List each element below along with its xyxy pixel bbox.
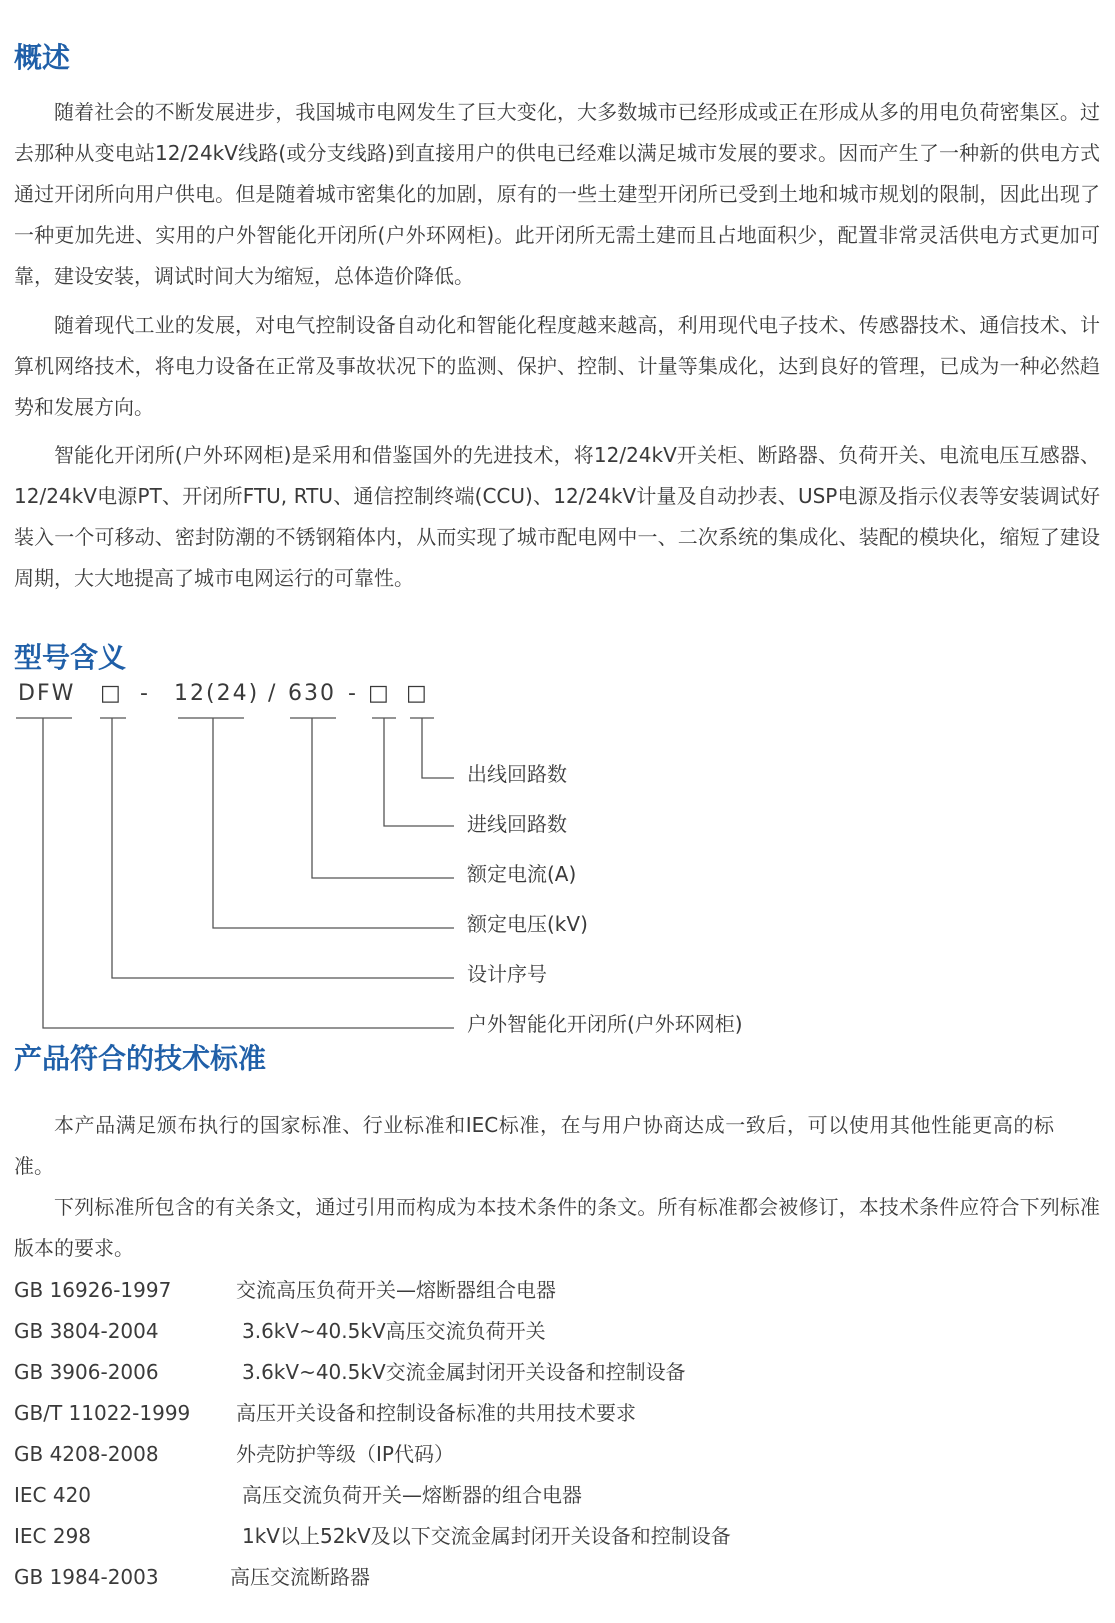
standard-name: 3.6kV~40.5kV交流金属封闭开关设备和控制设备	[242, 1360, 686, 1384]
code-prefix: DFW	[18, 681, 76, 706]
standard-name: 高压交流断路器	[230, 1565, 370, 1589]
standard-name: 3.6kV~40.5kV高压交流负荷开关	[242, 1319, 546, 1343]
code-dash: -	[348, 681, 358, 706]
code-voltage: 12(24)	[174, 681, 260, 706]
standard-name: 外壳防护等级（IP代码）	[236, 1442, 454, 1466]
overview-heading: 概述	[14, 41, 71, 74]
standard-code: GB 16926-1997	[14, 1278, 172, 1302]
standard-name: 高压开关设备和控制设备标准的共用技术要求	[236, 1401, 636, 1425]
code-box-design: □	[100, 681, 123, 706]
code-dash: -	[140, 681, 150, 706]
standard-code: GB 4208-2008	[14, 1442, 159, 1466]
overview-paragraph: 智能化开闭所(户外环网柜)是采用和借鉴国外的先进技术，将12/24kV开关柜、断路器、负荷开关、电流电压互感器、12/24kV电源PT、开闭所FTU, RTU、通信控制终端(CCU)、12/24kV计量及自动抄表、USP电源及指示仪表等安装调试好装入一个可移动、密封防潮的不锈钢箱体内，从而实现了城市配电网中一、二次系统的集成化、装配的模块化，缩短了建设周期，大大地提高了城市电网运行的可靠性。	[14, 443, 1100, 590]
meaning-rated-current: 额定电流(A)	[467, 862, 577, 886]
standards-intro: 下列标准所包含的有关条文，通过引用而构成为本技术条件的条文。所有标准都会被修订，本技术条件应符合下列标准版本的要求。	[14, 1195, 1100, 1260]
model-heading: 型号含义	[14, 641, 127, 674]
standard-code: GB/T 11022-1999	[14, 1401, 191, 1425]
overview-paragraph: 随着现代工业的发展，对电气控制设备自动化和智能化程度越来越高，利用现代电子技术、传感器技术、通信技术、计算机网络技术，将电力设备在正常及事故状况下的监测、保护、控制、计量等集成化，达到良好的管理，已成为一种必然趋势和发展方向。	[14, 313, 1100, 419]
meaning-outgoing-loops: 出线回路数	[467, 762, 567, 786]
meaning-product-name: 户外智能化开闭所(户外环网柜)	[467, 1012, 743, 1036]
meaning-incoming-loops: 进线回路数	[467, 812, 567, 836]
standard-code: IEC 420	[14, 1483, 92, 1507]
standard-code: GB 3804-2004	[14, 1319, 159, 1343]
standard-code: GB 3906-2006	[14, 1360, 159, 1384]
code-box-outgoing: □	[406, 681, 429, 706]
code-slash: /	[268, 681, 278, 706]
meaning-rated-voltage: 额定电压(kV)	[467, 912, 588, 936]
standard-code: GB 1984-2003	[14, 1565, 159, 1589]
standard-name: 交流高压负荷开关—熔断器组合电器	[236, 1278, 556, 1302]
standard-code: IEC 298	[14, 1524, 92, 1548]
meaning-design-serial: 设计序号	[467, 962, 547, 986]
code-current: 630	[288, 681, 336, 706]
standards-heading: 产品符合的技术标准	[14, 1042, 267, 1075]
standard-name: 1kV以上52kV及以下交流金属封闭开关设备和控制设备	[242, 1524, 731, 1548]
standard-name: 高压交流负荷开关—熔断器的组合电器	[242, 1483, 582, 1507]
code-box-incoming: □	[368, 681, 391, 706]
standards-intro: 本产品满足颁布执行的国家标准、行业标准和IEC标准，在与用户协商达成一致后，可以使用其他性能更高的标准。	[14, 1113, 1054, 1178]
overview-paragraph: 随着社会的不断发展进步，我国城市电网发生了巨大变化，大多数城市已经形成或正在形成从多的用电负荷密集区。过去那种从变电站12/24kV线路(或分支线路)到直接用户的供电已经难以满足城市发展的要求。因而产生了一种新的供电方式通过开闭所向用户供电。但是随着城市密集化的加剧，原有的一些土建型开闭所已受到土地和城市规划的限制，因此出现了一种更加先进、实用的户外智能化开闭所(户外环网柜)。此开闭所无需土建而且占地面积少，配置非常灵活供电方式更加可靠，建设安装，调试时间大为缩短，总体造价降低。	[14, 100, 1100, 288]
